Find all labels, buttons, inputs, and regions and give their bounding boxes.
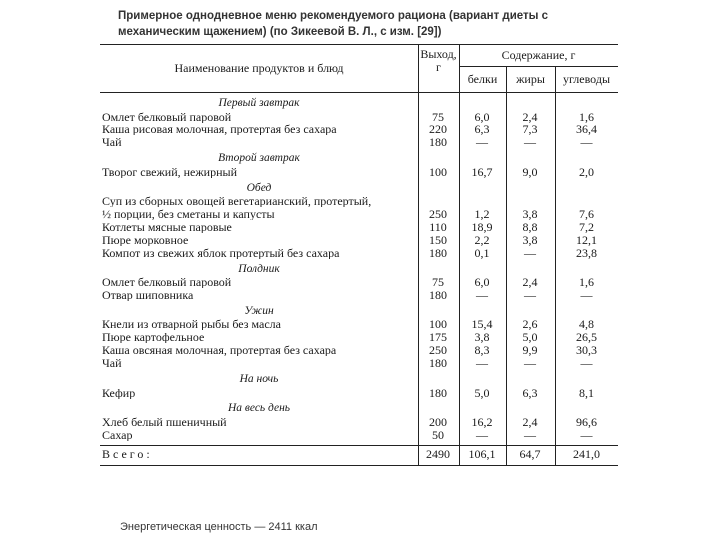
output-value: 180 [429,135,447,150]
fat-value: 3,8 [522,207,538,221]
fat-value: 2,4 [522,414,538,429]
output-value: 180 [429,356,447,371]
carb-value: 23,8 [576,245,597,260]
dish-name: Пюре картофельное [102,331,205,344]
section-title: Полдник [238,262,280,275]
table-top-rule [100,44,618,45]
protein-value: — [476,288,488,302]
dish-name: Котлеты мясные паровые [102,220,232,233]
carb-value: — [580,135,593,150]
table-row [100,221,618,233]
table-row [100,166,618,178]
table-bottom-rule [100,465,618,466]
section-title: Обед [246,181,272,194]
dish-name: Омлет белковый паровой [102,110,232,123]
protein-value: 0,1 [474,245,490,260]
dish-name: ½ порции, без сметаны и капусты [102,208,275,220]
table-row [100,429,618,441]
total-rule [100,445,618,446]
dish-name: Хлеб белый пшеничный [102,415,227,428]
section-title: Второй завтрак [218,152,300,165]
output-value: 220 [429,122,447,137]
carb-value: 36,4 [576,122,597,137]
table-row [100,387,618,399]
output-value: 180 [429,245,447,260]
output-value: 75 [432,275,444,290]
carb-value: 2,0 [579,164,594,179]
table-row [100,208,618,220]
fat-value: 5,0 [522,330,538,345]
dish-name: Чай [102,136,122,149]
column-divider [506,66,507,465]
protein-value: 16,2 [471,414,493,429]
output-value: 100 [429,164,447,179]
table-row [100,195,618,207]
section-title: На весь день [227,402,291,415]
column-divider [555,66,556,465]
energy-value-note: Энергетическая ценность — 2411 ккал [120,521,318,533]
fat-value: — [524,135,536,150]
table-row [100,111,618,123]
carb-value: 7,6 [579,207,594,221]
fat-value: — [524,245,536,260]
protein-value: 6,0 [474,109,490,124]
table-row [100,318,618,330]
dish-name: Кнели из отварной рыбы без масла [102,318,281,331]
protein-value: 5,0 [474,385,490,400]
dish-name: Суп из сборных овощей вегетарианский, протертый, [102,195,372,208]
table-row [100,276,618,288]
fat-value: 6,3 [522,385,538,400]
fat-value: 7,3 [522,122,538,137]
carb-value: 7,2 [579,219,594,234]
table-row [100,247,618,259]
dish-name: Каша овсяная молочная, протертая без сахара [102,344,337,357]
total-protein: 106,1 [468,446,496,461]
fat-value: — [524,356,536,371]
fat-value: 9,9 [522,343,538,358]
output-value: 250 [429,343,447,358]
table-row [100,357,618,369]
header-protein: белки [467,72,498,86]
protein-value: — [476,135,488,150]
header-output: Выход, г [420,47,457,74]
carb-value: 12,1 [576,232,597,247]
protein-value: 6,3 [474,122,490,137]
dish-name: Сахар [102,428,133,441]
carb-value: 26,5 [576,330,597,345]
carb-value: 4,8 [579,317,594,332]
output-value: 110 [429,219,447,234]
dish-name: Пюре морковное [102,233,189,246]
table-caption: Примерное однодневное меню рекомендуемого рациона (вариант диеты с механическим щажением) (по Зикеевой В. Л., с изм. [29]) [118,10,549,38]
output-value: 100 [429,317,447,332]
fat-value: 2,6 [522,317,538,332]
fat-value: 2,4 [522,109,538,124]
carb-value: — [580,427,593,442]
carb-value: 1,6 [579,109,594,124]
carb-value: — [580,288,593,302]
carb-value: 96,6 [576,414,597,429]
output-value: 150 [429,232,447,247]
output-value: 75 [432,109,444,124]
fat-value: — [524,288,536,302]
fat-value: 9,0 [522,164,538,179]
dish-name: Творог свежий, нежирный [102,165,237,178]
total-row [100,448,618,460]
protein-value: — [476,427,488,442]
table-row [100,344,618,356]
header-name: Наименование продуктов и блюд [174,61,344,75]
section-title: Ужин [244,304,274,317]
carb-value: 30,3 [576,343,597,358]
dish-name: Отвар шиповника [102,289,194,301]
section-title: На ночь [239,373,279,385]
carb-value: 1,6 [579,275,594,290]
section-title: Первый завтрак [218,97,300,109]
carb-value: — [580,356,593,371]
protein-value: 1,2 [474,207,490,221]
carb-value: 8,1 [579,385,594,400]
content-group-rule [459,66,618,67]
dish-name: Чай [102,357,122,370]
output-value: 180 [429,385,447,400]
table-row [100,123,618,135]
header-bottom-rule [100,92,618,93]
dish-name: Кефир [102,386,136,399]
table-row [100,234,618,246]
output-value: 200 [429,414,447,429]
table-row [100,136,618,148]
output-value: 175 [429,330,447,345]
dish-name: Омлет белковый паровой [102,276,232,289]
header-content: Содержание, г [501,48,576,62]
table-row [100,416,618,428]
header-carbs: углеводы [562,72,611,86]
protein-value: 3,8 [474,330,490,345]
table-row [100,331,618,343]
output-value: 180 [429,288,447,302]
header-fat: жиры [516,72,545,86]
protein-value: 6,0 [474,275,490,290]
output-value: 50 [432,427,444,442]
total-fat: 64,7 [519,446,541,461]
protein-value: 8,3 [474,343,490,358]
column-divider [459,44,460,465]
total-label: Всего: [102,447,153,460]
protein-value: 2,2 [474,232,490,247]
protein-value: 16,7 [471,164,493,179]
protein-value: — [476,356,488,371]
fat-value: 2,4 [522,275,538,290]
fat-value: 3,8 [522,232,538,247]
column-divider [418,44,419,465]
fat-value: 8,8 [522,219,538,234]
total-output: 2490 [426,446,450,461]
dish-name: Компот из свежих яблок протертый без сахара [102,246,340,259]
dish-name: Каша рисовая молочная, протертая без сахара [102,123,337,136]
output-value: 250 [429,207,447,221]
protein-value: 15,4 [471,317,493,332]
table-row [100,289,618,301]
protein-value: 18,9 [471,219,493,234]
total-carbs: 241,0 [573,446,600,461]
fat-value: — [524,427,536,442]
